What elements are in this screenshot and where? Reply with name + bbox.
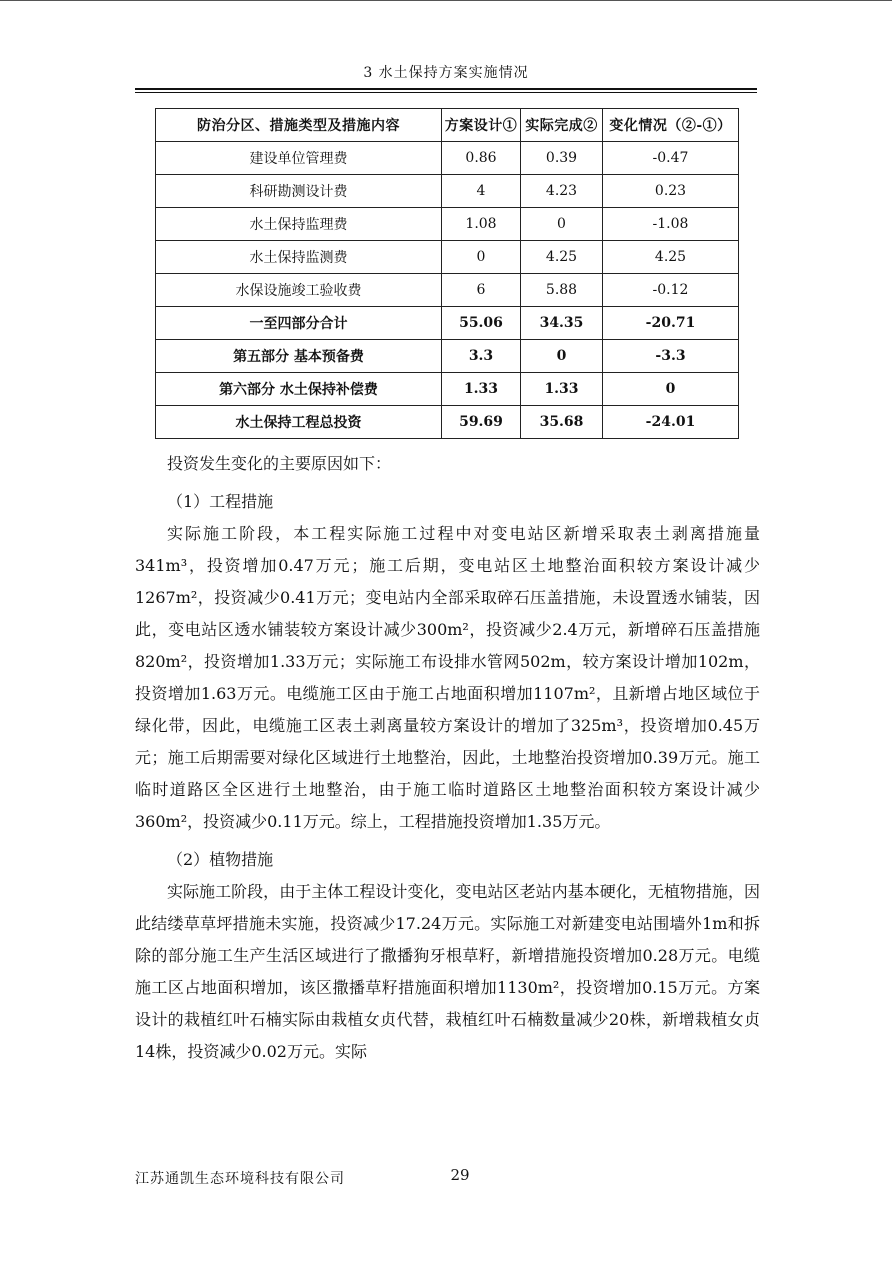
page-top-border [0, 0, 892, 1]
cell-design: 1.33 [442, 373, 521, 406]
page-number: 29 [450, 1166, 470, 1184]
cell-change: -24.01 [603, 406, 739, 439]
column-header-change: 变化情况（②-①） [603, 109, 739, 142]
cell-change: -20.71 [603, 307, 739, 340]
table-row [156, 208, 739, 241]
cell-change: -3.3 [603, 340, 739, 373]
cell-actual: 0.39 [521, 142, 603, 175]
table-row [156, 175, 739, 208]
cell-item: 水保设施竣工验收费 [156, 274, 442, 307]
cell-design: 0.86 [442, 142, 521, 175]
cell-design: 0 [442, 241, 521, 274]
cell-change: 0.23 [603, 175, 739, 208]
cell-change: -0.47 [603, 142, 739, 175]
cell-design: 6 [442, 274, 521, 307]
cell-design: 1.08 [442, 208, 521, 241]
cell-change: -0.12 [603, 274, 739, 307]
table-row [156, 406, 739, 439]
cell-actual: 5.88 [521, 274, 603, 307]
header-rule-thin [135, 92, 757, 93]
cell-actual: 4.23 [521, 175, 603, 208]
section-heading-plant: （2）植物措施 [167, 850, 274, 869]
cell-change: 0 [603, 373, 739, 406]
cell-item: 建设单位管理费 [156, 142, 442, 175]
table-row [156, 241, 739, 274]
body-text [135, 448, 760, 1068]
cell-actual: 4.25 [521, 241, 603, 274]
running-header-title: 3 水土保持方案实施情况 [363, 65, 529, 81]
cell-item: 第五部分 基本预备费 [156, 340, 442, 373]
cell-item: 水土保持监理费 [156, 208, 442, 241]
cell-change: -1.08 [603, 208, 739, 241]
cell-actual: 0 [521, 208, 603, 241]
cell-actual: 35.68 [521, 406, 603, 439]
table-row [156, 142, 739, 175]
cell-item: 第六部分 水土保持补偿费 [156, 373, 442, 406]
cell-item: 一至四部分合计 [156, 307, 442, 340]
cell-design: 4 [442, 175, 521, 208]
table-row [156, 373, 739, 406]
table-header-row [156, 109, 739, 142]
column-header-design: 方案设计① [442, 109, 521, 142]
table-body [156, 142, 739, 439]
cell-actual: 1.33 [521, 373, 603, 406]
cell-actual: 0 [521, 340, 603, 373]
cell-change: 4.25 [603, 241, 739, 274]
intro-paragraph: 投资发生变化的主要原因如下： [167, 454, 392, 473]
table-row [156, 307, 739, 340]
paragraph-plant-measures: 实际施工阶段，由于主体工程设计变化，变电站区老站内基本硬化，无植物措施，因此结缕草草坪措施未实施，投资减少17.24万元。实际施工对新建变电站围墙外1m和拆除的部分施工生产生活区域进行了撒播狗牙根草籽，新增措施投资增加0.28万元。电缆施工区占地面积增加，该区撒播草籽措施面积增加1130m²，投资增加0.15万元。方案设计的栽植红叶石楠实际由栽植女贞代替，栽植红叶石楠数量减少20株，新增栽植女贞14株，投资减少0.02万元。实际 [135, 882, 760, 1061]
footer-company: 江苏通凯生态环境科技有限公司 [135, 1171, 345, 1187]
section-heading-engineering: （1）工程措施 [167, 492, 274, 511]
cell-item: 水土保持监测费 [156, 241, 442, 274]
paragraph-engineering-measures: 实际施工阶段，本工程实际施工过程中对变电站区新增采取表土剥离措施量341m³，投资增加0.47万元；施工后期，变电站区土地整治面积较方案设计减少1267m²，投资减少0.41万元；变电站内全部采取碎石压盖措施，未设置透水铺装，因此，变电站区透水铺装较方案设计减少300m²，投资减少2.4万元，新增碎石压盖措施820m²，投资增加1.33万元；实际施工布设排水管网502m，较方案设计增加102m，投资增加1.63万元。电缆施工区由于施工占地面积增加1107m²，且新增占地区域位于绿化带，因此，电缆施工区表土剥离量较方案设计的增加了325m³，投资增加0.45万元；施工后期需要对绿化区域进行土地整治，因此，土地整治投资增加0.39万元。施工临时道路区全区进行土地整治，由于施工临时道路区土地整治面积较方案设计减少360m²，投资减少0.11万元。综上，工程措施投资增加1.35万元。 [135, 524, 760, 831]
cell-design: 59.69 [442, 406, 521, 439]
investment-comparison-table [155, 108, 739, 439]
table-row [156, 274, 739, 307]
cell-actual: 34.35 [521, 307, 603, 340]
cell-item: 水土保持工程总投资 [156, 406, 442, 439]
cell-design: 55.06 [442, 307, 521, 340]
cell-design: 3.3 [442, 340, 521, 373]
cell-item: 科研勘测设计费 [156, 175, 442, 208]
column-header-item: 防治分区、措施类型及措施内容 [156, 109, 442, 142]
header-rule-thick [135, 88, 757, 90]
column-header-actual: 实际完成② [521, 109, 603, 142]
table-row [156, 340, 739, 373]
